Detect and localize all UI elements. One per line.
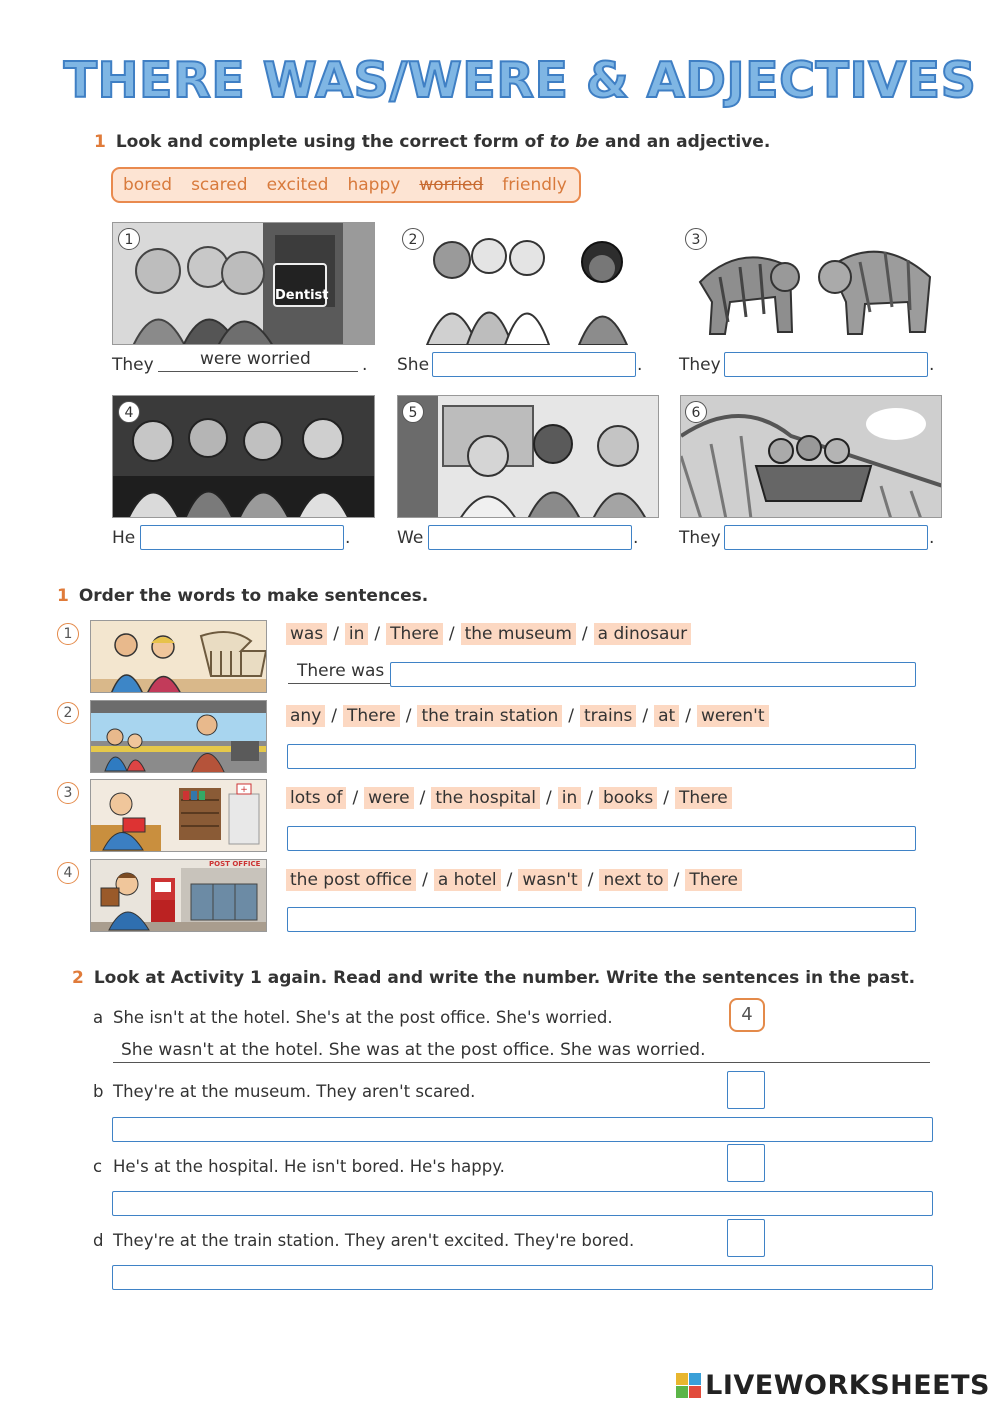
question-text: They're at the train station. They aren't excited. They're bored. bbox=[113, 1231, 635, 1250]
word-chips: any / There / the train station / trains / at / weren't bbox=[286, 705, 769, 727]
subject-label: They bbox=[679, 528, 721, 548]
picture-post-office bbox=[90, 859, 267, 932]
period: . bbox=[362, 355, 368, 375]
activity2-instruction bbox=[57, 586, 428, 606]
period: . bbox=[929, 528, 935, 548]
word-chip[interactable]: books bbox=[599, 787, 657, 809]
picture-happy-kids bbox=[397, 222, 659, 345]
subject-label: She bbox=[397, 355, 430, 375]
word-chips: the post office / a hotel / wasn't / next to / There bbox=[286, 869, 742, 891]
answer-input[interactable] bbox=[140, 525, 344, 550]
period: . bbox=[637, 355, 643, 375]
picture-number-badge: 6 bbox=[685, 401, 707, 423]
word-chip[interactable]: There bbox=[343, 705, 400, 727]
word-chip[interactable]: trains bbox=[580, 705, 636, 727]
word-chip[interactable]: at bbox=[654, 705, 679, 727]
activity3-instruction-text: Look at Activity 1 again. Read and write the number. Write the sentences in the past. bbox=[93, 968, 916, 988]
activity1-instruction-end: and an adjective. bbox=[599, 132, 771, 152]
question-text: He's at the hospital. He isn't bored. He's happy. bbox=[113, 1157, 505, 1176]
picture-train-station bbox=[90, 700, 267, 773]
picture-number-badge: 3 bbox=[685, 228, 707, 250]
word-bank-item-struck: worried bbox=[419, 175, 484, 195]
dentist-sign bbox=[273, 263, 327, 307]
question-text: She isn't at the hotel. She's at the post office. She's worried. bbox=[113, 1008, 613, 1027]
item-number: 1 bbox=[57, 623, 79, 645]
word-chip[interactable]: There bbox=[685, 869, 742, 891]
picture-hospital-reading bbox=[90, 779, 267, 852]
picture-cinema-kids bbox=[112, 395, 375, 518]
sentence-input[interactable] bbox=[287, 907, 916, 932]
sentence-input[interactable] bbox=[287, 826, 916, 851]
question-text: They're at the museum. They aren't scared. bbox=[113, 1082, 476, 1101]
item-number: 3 bbox=[57, 782, 79, 804]
word-chip[interactable]: in bbox=[345, 623, 369, 645]
word-chips: was / in / There / the museum / a dinosaur bbox=[286, 623, 691, 645]
activity1-instruction-em: to be bbox=[549, 132, 600, 152]
picture-museum-dinosaur bbox=[90, 620, 267, 693]
subject-label: They bbox=[112, 355, 154, 375]
word-chip[interactable]: the hospital bbox=[431, 787, 540, 809]
logo-text: LIVEWORKSHEETS bbox=[705, 1370, 990, 1401]
picture-number-badge: 2 bbox=[402, 228, 424, 250]
period: . bbox=[929, 355, 935, 375]
picture-number-badge: 4 bbox=[118, 401, 140, 423]
number-box[interactable] bbox=[727, 1144, 765, 1182]
word-chip[interactable]: There bbox=[386, 623, 443, 645]
word-chip[interactable]: the museum bbox=[461, 623, 576, 645]
question-d bbox=[93, 1231, 634, 1250]
activity1-number: 1 bbox=[94, 132, 106, 152]
word-chip[interactable]: wasn't bbox=[518, 869, 581, 891]
subject-label: We bbox=[397, 528, 424, 548]
word-chip[interactable]: a hotel bbox=[434, 869, 501, 891]
question-letter: b bbox=[93, 1082, 104, 1101]
answer-input[interactable] bbox=[724, 525, 928, 550]
answer-text: She wasn't at the hotel. She was at the post office. She was worried. bbox=[121, 1040, 706, 1060]
post-office-sign: POST OFFICE bbox=[209, 860, 261, 868]
word-bank-item: scared bbox=[191, 175, 248, 195]
word-chip[interactable]: the train station bbox=[417, 705, 562, 727]
picture-bus-kids bbox=[397, 395, 659, 518]
activity2-instruction-text: Order the words to make sentences. bbox=[78, 586, 429, 606]
answer-line[interactable] bbox=[113, 1040, 930, 1063]
number-box[interactable] bbox=[727, 1071, 765, 1109]
word-bank bbox=[111, 167, 581, 203]
dentist-sign-text: Dentist bbox=[275, 288, 329, 303]
period: . bbox=[633, 528, 639, 548]
activity1-instruction-text: Look and complete using the correct form of bbox=[115, 132, 550, 152]
liveworksheets-logo bbox=[676, 1370, 990, 1401]
activity3-instruction bbox=[72, 968, 915, 988]
answer-text: were worried bbox=[200, 349, 311, 369]
sentence-input[interactable] bbox=[287, 744, 916, 769]
number-box[interactable]: 4 bbox=[729, 998, 765, 1032]
answer-input[interactable] bbox=[432, 352, 636, 377]
subject-label: They bbox=[679, 355, 721, 375]
item-number: 2 bbox=[57, 702, 79, 724]
svg-text:+: + bbox=[240, 785, 248, 795]
question-letter: c bbox=[93, 1157, 103, 1176]
word-chip[interactable]: the post office bbox=[286, 869, 416, 891]
question-c bbox=[93, 1157, 505, 1176]
picture-scared-cats bbox=[680, 222, 942, 345]
word-chip[interactable]: next to bbox=[599, 869, 667, 891]
logo-icon bbox=[676, 1373, 701, 1398]
activity2-number: 1 bbox=[57, 586, 69, 606]
worksheet-title: THERE WAS/WERE & ADJECTIVES bbox=[63, 52, 977, 109]
activity3-number: 2 bbox=[72, 968, 84, 988]
word-bank-item: friendly bbox=[502, 175, 567, 195]
sentence-input[interactable] bbox=[112, 1191, 933, 1216]
word-chip[interactable]: any bbox=[286, 705, 325, 727]
sentence-prefix: There was bbox=[297, 661, 385, 681]
question-letter: d bbox=[93, 1231, 104, 1250]
word-chip[interactable]: lots of bbox=[286, 787, 346, 809]
picture-number-badge: 1 bbox=[118, 228, 140, 250]
question-letter: a bbox=[93, 1008, 104, 1027]
question-b bbox=[93, 1082, 475, 1101]
word-chip[interactable]: were bbox=[364, 787, 413, 809]
word-chip[interactable]: weren't bbox=[697, 705, 769, 727]
picture-rollercoaster bbox=[680, 395, 942, 518]
word-bank-item: excited bbox=[266, 175, 329, 195]
word-chip[interactable]: There bbox=[675, 787, 732, 809]
subject-label: He bbox=[112, 528, 136, 548]
word-chip[interactable]: in bbox=[558, 787, 582, 809]
word-chips: lots of / were / the hospital / in / books / There bbox=[286, 787, 732, 809]
picture-number-badge: 5 bbox=[402, 401, 424, 423]
word-bank-item: bored bbox=[123, 175, 173, 195]
picture-dentist-kids bbox=[112, 222, 375, 345]
word-chip[interactable]: was bbox=[286, 623, 327, 645]
activity1-instruction bbox=[94, 132, 770, 152]
word-bank-item: happy bbox=[347, 175, 401, 195]
sentence-input[interactable] bbox=[112, 1265, 933, 1290]
word-chip[interactable]: a dinosaur bbox=[594, 623, 692, 645]
answer-input[interactable] bbox=[724, 352, 928, 377]
number-box[interactable] bbox=[727, 1219, 765, 1257]
answer-line[interactable] bbox=[158, 349, 358, 372]
sentence-input[interactable] bbox=[390, 662, 916, 687]
answer-input[interactable] bbox=[428, 525, 632, 550]
period: . bbox=[345, 528, 351, 548]
prefix-underline bbox=[288, 683, 390, 684]
item-number: 4 bbox=[57, 862, 79, 884]
question-a bbox=[93, 1008, 613, 1027]
sentence-input[interactable] bbox=[112, 1117, 933, 1142]
